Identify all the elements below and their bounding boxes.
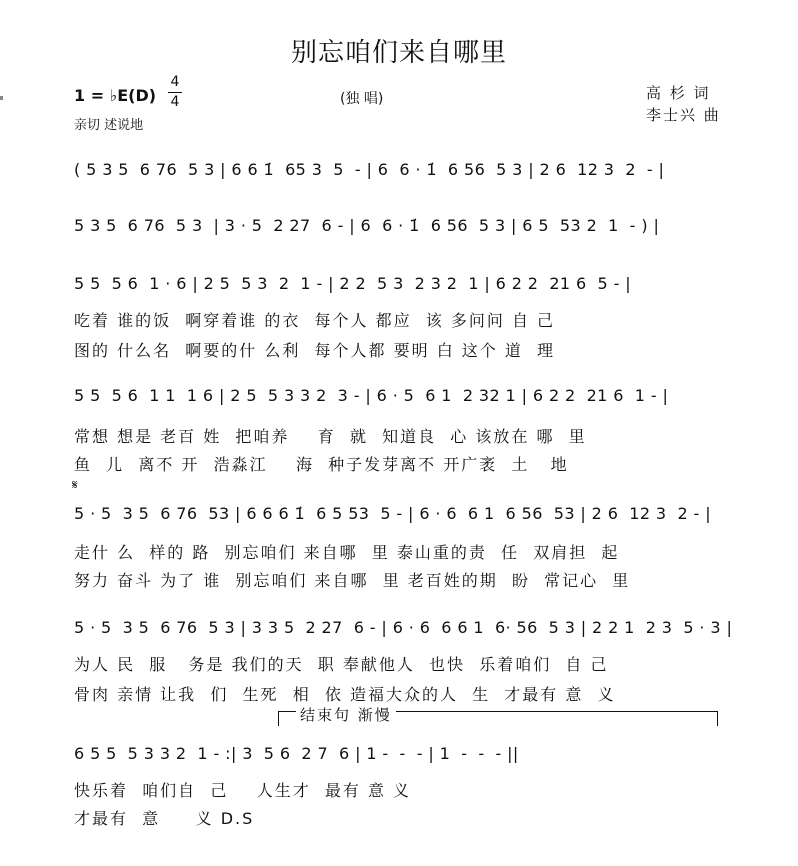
key-signature: 1 = ♭E(D) xyxy=(74,86,157,105)
credits xyxy=(646,82,721,126)
notation-line-2: 5 3 5 6 76 5 3 | 3 · 5 2 27 6 - | 6 6 · 1̇ 6 56 5 3 | 6 5 53 2 1 - ) | xyxy=(74,216,660,235)
notation-line-1: ( 5 3 5 6 76 5 3 | 6 6 1̇ 65 3 5 - | 6 6 · 1̇ 6 56 5 3 | 2 6 12 3 2 - | xyxy=(74,160,665,179)
lyricist-credit: 高 杉 词 xyxy=(646,84,711,102)
composer-credit: 李士兴 曲 xyxy=(646,106,721,124)
page-title: 别忘咱们来自哪里 xyxy=(290,38,507,68)
notation-line-6: 5 · 5 3 5 6 76 5 3 | 3 3 5 2 27 6 - | 6 · 6 6 6 1 6· 56 5 3 | 2 2 1 2 3 5 · 3 | xyxy=(74,618,733,637)
lyric-line-4a: 常想 想是 老百 姓 把咱养 育 就 知道良 心 该放在 哪 里 xyxy=(74,427,587,446)
lyric-line-6b: 骨肉 亲情 让我 们 生死 相 依 造福大众的人 生 才最有 意 义 xyxy=(74,685,616,704)
time-signature xyxy=(168,74,182,111)
lyric-line-5b: 努力 奋斗 为了 谁 别忘咱们 来自哪 里 老百姓的期 盼 常记心 里 xyxy=(74,571,631,590)
edge-mark xyxy=(0,96,3,100)
segno-sign: 𝄋 xyxy=(72,478,78,493)
notation-line-7: 6 5 5 5 3 3 2 1 - :| 3 5 6 2 7 6 | 1 - - - | 1 - - - || xyxy=(74,744,519,763)
lyric-line-7b: 才最有 意 义 D.S xyxy=(74,809,255,828)
notation-line-5: 5 · 5 3 5 6 76 53 | 6 6 6 1̇ 6 5 53 5 - | 6 · 6 6 1 6 56 53 | 2 6 12 3 2 - | xyxy=(74,504,711,523)
lyric-line-3a: 吃着 谁的饭 啊穿着谁 的衣 每个人 都应 该 多问问 自 己 xyxy=(74,311,556,330)
lyric-line-5a: 走什 么 样的 路 别忘咱们 来自哪 里 泰山重的责 任 双肩担 起 xyxy=(74,543,620,562)
lyric-line-6a: 为人 民 服 务是 我们的天 职 奉献他人 也快 乐着咱们 自 己 xyxy=(74,655,609,674)
lyric-line-7a: 快乐着 咱们自 己 人生才 最有 意 义 xyxy=(74,781,412,800)
ending-label: 结束句 渐慢 xyxy=(296,704,396,725)
time-signature-top: 4 xyxy=(170,74,180,90)
tempo-marking: 亲切 述说地 xyxy=(74,118,144,133)
time-signature-bar xyxy=(168,92,182,93)
performance-note: (独 唱) xyxy=(340,91,384,107)
notation-line-4: 5 5 5 6 1 1 1 6 | 2 5 5 3 3 2 3 - | 6 · 5 6 1 2 32 1 | 6 2 2 21 6 1 - | xyxy=(74,386,669,405)
notation-line-3: 5 5 5 6 1 · 6 | 2 5 5 3 2 1 - | 2 2 5 3 2 3 2 1 | 6 2 2 21 6 5 - | xyxy=(74,274,632,293)
lyric-line-4b: 鱼 儿 离不 开 浩淼江 海 种子发芽离不 开广袤 土 地 xyxy=(74,455,569,474)
lyric-line-3b: 图的 什么名 啊要的什 么利 每个人都 要明 白 这个 道 理 xyxy=(74,341,556,360)
time-signature-bottom: 4 xyxy=(170,94,180,110)
